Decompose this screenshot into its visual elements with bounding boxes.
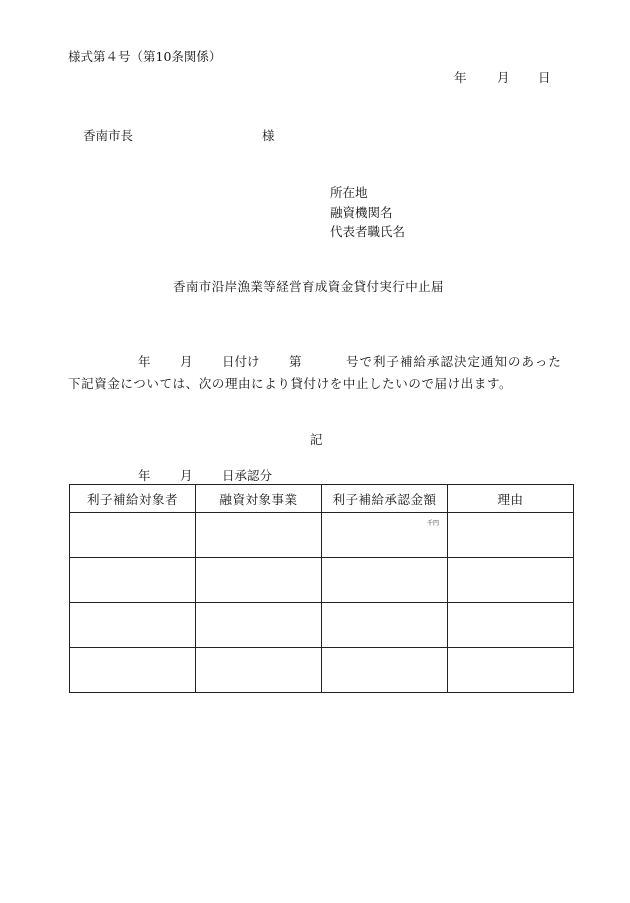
- approval-month-label: 月: [180, 468, 193, 483]
- header-loan-project: 融資対象事業: [196, 485, 322, 513]
- applicant-address-label: 所在地: [330, 185, 368, 200]
- addressee-honorific: 様: [262, 128, 275, 143]
- applicant-bank-label: 融資機関名: [330, 205, 393, 220]
- header-approved-amount: 利子補給承認金額: [322, 485, 448, 513]
- cell-recipient: [70, 603, 196, 648]
- approval-year-label: 年: [138, 468, 151, 483]
- header-reason: 理由: [448, 485, 574, 513]
- body-line2-text: 下記資金については、次の理由により貸付けを中止したいので届け出ます。: [68, 376, 513, 391]
- form-number: 様式第４号（第10条関係）: [68, 49, 222, 64]
- body-year-label: 年: [138, 354, 151, 369]
- cell-recipient: [70, 558, 196, 603]
- table-row: [70, 558, 574, 603]
- cell-reason: [448, 603, 574, 648]
- cell-project: [196, 603, 322, 648]
- amount-unit-label: 千円: [426, 520, 439, 527]
- approval-date-suffix: 日承認分: [222, 468, 273, 483]
- interest-subsidy-table: [69, 484, 574, 693]
- date-year-label: 年: [454, 70, 467, 85]
- table-row: [70, 648, 574, 693]
- cell-reason: [448, 558, 574, 603]
- body-month-label: 月: [180, 354, 193, 369]
- cell-reason: [448, 513, 574, 558]
- table-header-row: [70, 485, 574, 513]
- applicant-representative-label: 代表者職氏名: [330, 224, 406, 239]
- cell-project: [196, 513, 322, 558]
- cell-project: [196, 648, 322, 693]
- cell-amount: [322, 603, 448, 648]
- cell-recipient: [70, 648, 196, 693]
- date-day-label: 日: [538, 70, 551, 85]
- cell-amount: [322, 648, 448, 693]
- cell-recipient: [70, 513, 196, 558]
- cell-project: [196, 558, 322, 603]
- date-month-label: 月: [497, 70, 510, 85]
- ki-heading: 記: [310, 432, 323, 447]
- body-line1-text: 号で利子補給承認決定通知のあった: [346, 354, 562, 369]
- header-subsidy-recipient: 利子補給対象者: [70, 485, 196, 513]
- addressee-name: 香南市長: [83, 128, 134, 143]
- cell-reason: [448, 648, 574, 693]
- table-row: [70, 603, 574, 648]
- document-title: 香南市沿岸漁業等経営育成資金貸付実行中止届: [173, 279, 444, 294]
- body-number-prefix: 第: [289, 354, 302, 369]
- cell-amount: [322, 558, 448, 603]
- body-date-suffix: 日付け: [222, 354, 260, 369]
- table-row: [70, 513, 574, 558]
- cell-amount: [322, 513, 448, 558]
